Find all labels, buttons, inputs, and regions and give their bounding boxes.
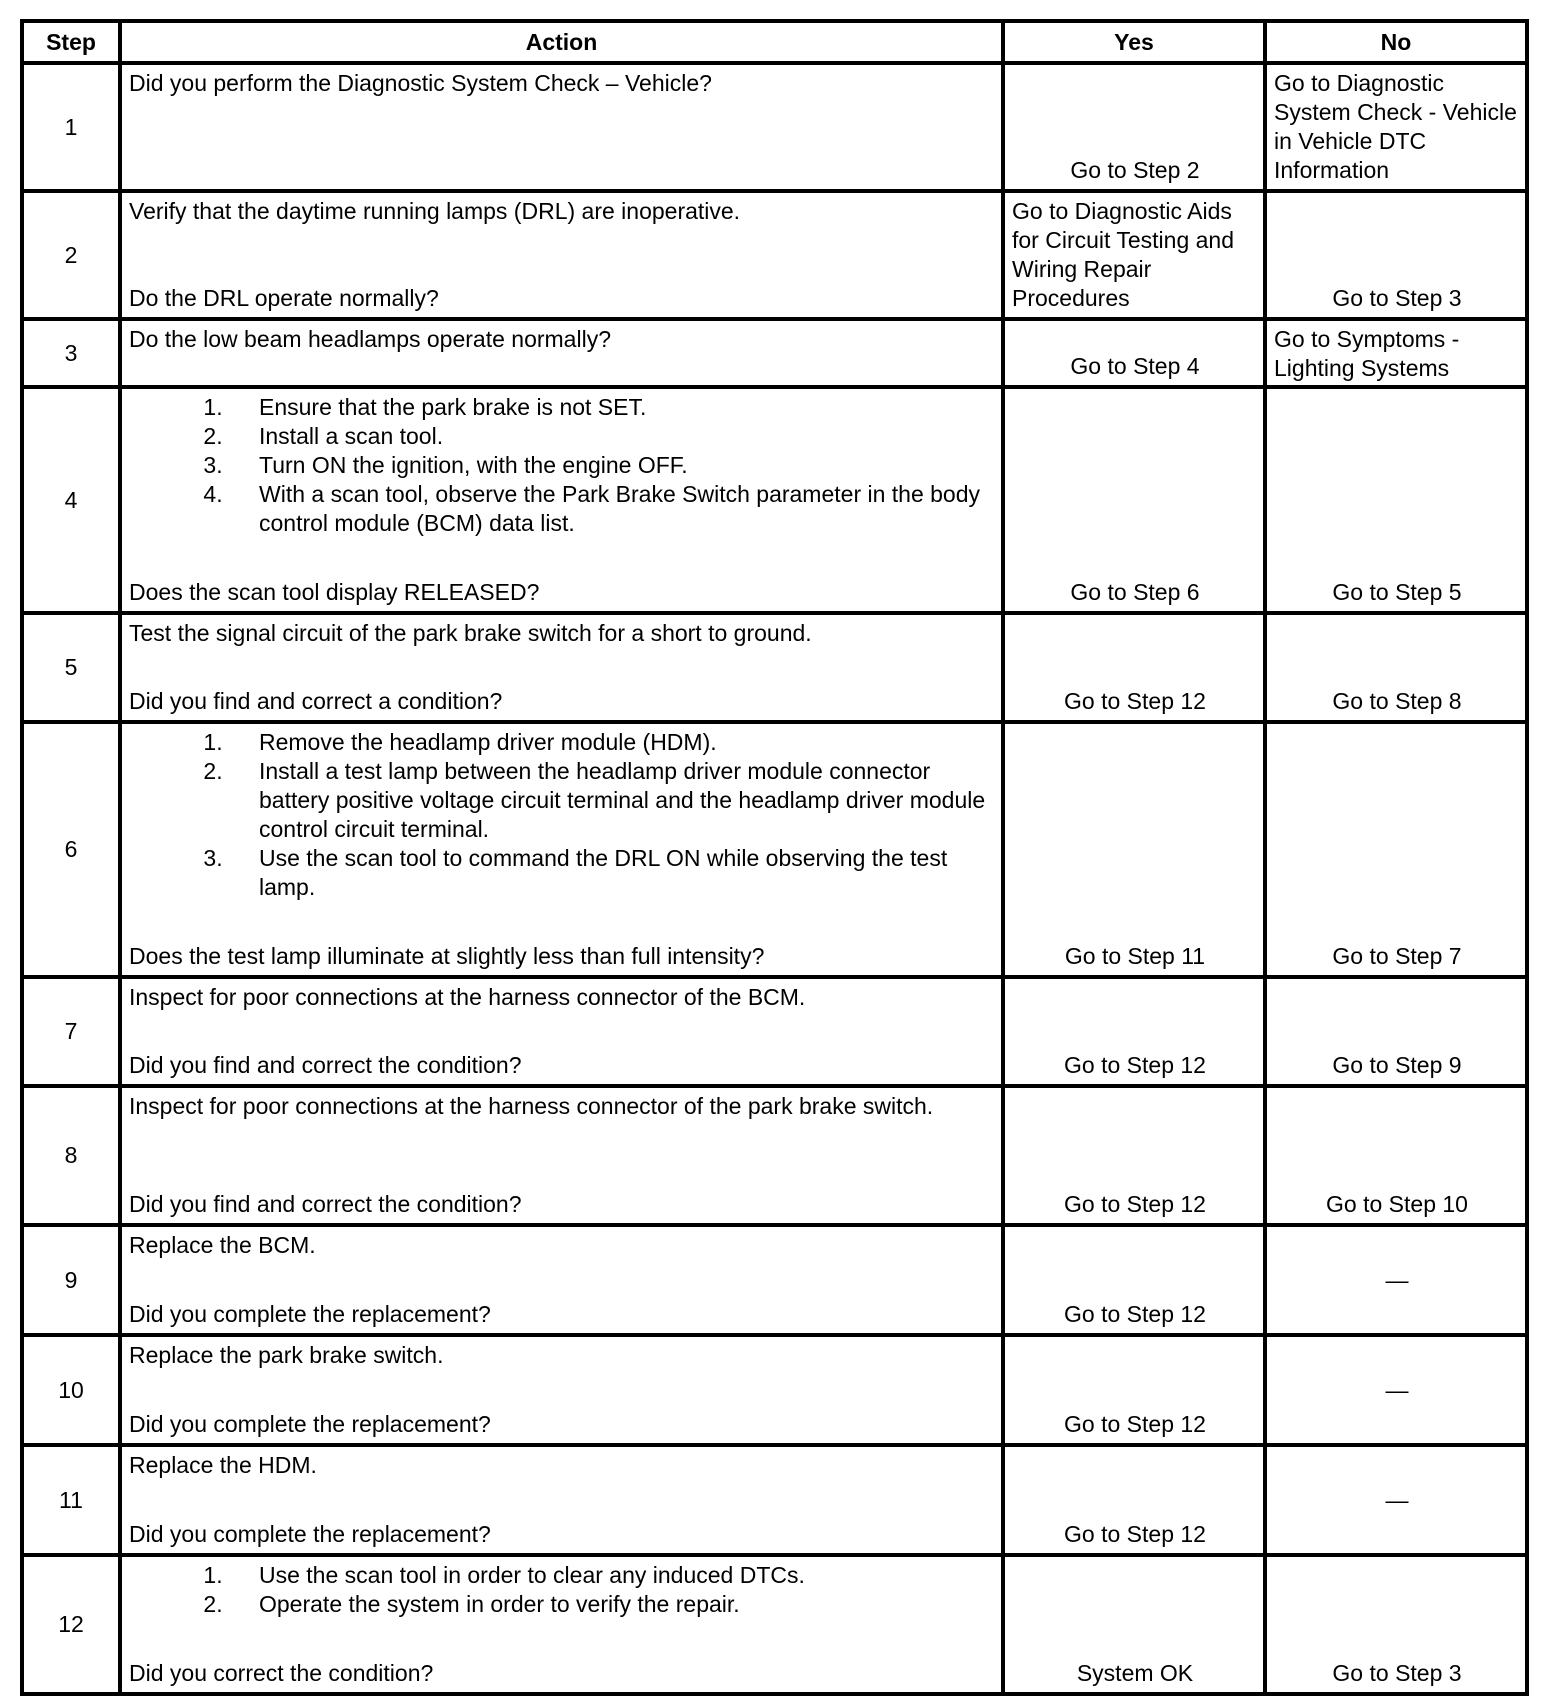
header-no: No — [1265, 21, 1527, 63]
table-row — [22, 319, 1527, 387]
yes-result-cell — [1003, 977, 1265, 1086]
table-row — [22, 63, 1527, 191]
action-question: Did you correct the condition? — [129, 1660, 434, 1686]
action-cell — [120, 1335, 1003, 1445]
action-question: Did you complete the replacement? — [129, 1521, 491, 1547]
yes-result-text: Go to Step 12 — [1064, 1191, 1206, 1217]
step-number: 10 — [22, 1335, 120, 1445]
yes-result-text: Go to Step 12 — [1064, 688, 1206, 714]
step-number: 5 — [22, 613, 120, 722]
action-question: Did you complete the replacement? — [129, 1301, 491, 1327]
action-text: Do the low beam headlamps operate normally? — [129, 326, 611, 352]
action-cell — [120, 1225, 1003, 1335]
action-step-item: 1. Use the scan tool in order to clear any induced DTCs. — [229, 1561, 996, 1590]
action-step-item: 3. Use the scan tool to command the DRL ON while observing the test lamp. — [229, 844, 996, 902]
yes-result-text: Go to Step 12 — [1064, 1052, 1206, 1078]
no-result-cell — [1265, 977, 1527, 1086]
action-cell — [120, 387, 1003, 613]
action-step-item: 2. Install a test lamp between the headlamp driver module connector battery positive voltage circuit terminal and the headlamp driver module control circuit terminal. — [229, 757, 996, 844]
yes-result-cell — [1003, 1335, 1265, 1445]
action-step-item: 4. With a scan tool, observe the Park Brake Switch parameter in the body control module (BCM) data list. — [229, 480, 996, 538]
no-result-text: Go to Step 3 — [1332, 1660, 1462, 1686]
step-number: 7 — [22, 977, 120, 1086]
yes-result-cell — [1003, 387, 1265, 613]
action-text: Replace the HDM. — [129, 1452, 317, 1478]
diagnostic-table — [20, 19, 1529, 1696]
step-number: 1 — [22, 63, 120, 191]
yes-result-cell — [1003, 1225, 1265, 1335]
action-cell — [120, 191, 1003, 319]
step-number: 2 — [22, 191, 120, 319]
action-step-item: 2. Operate the system in order to verify the repair. — [229, 1590, 996, 1619]
action-step-item: 2. Install a scan tool. — [229, 422, 996, 451]
action-text: Verify that the daytime running lamps (DRL) are inoperative. — [129, 198, 741, 224]
no-result-text: Go to Step 5 — [1332, 579, 1462, 605]
table-row — [22, 1555, 1527, 1694]
header-yes: Yes — [1003, 21, 1265, 63]
no-result-text: — — [1385, 1486, 1409, 1513]
action-question: Does the test lamp illuminate at slightly less than full intensity? — [129, 943, 765, 969]
action-cell — [120, 722, 1003, 977]
no-result-text: Go to Step 3 — [1332, 285, 1462, 311]
action-steps-list — [129, 393, 996, 538]
yes-result-text: Go to Step 12 — [1064, 1411, 1206, 1437]
no-result-cell — [1265, 1335, 1527, 1445]
yes-result-cell — [1003, 1555, 1265, 1694]
no-result-cell — [1265, 63, 1527, 191]
yes-result-text: Go to Diagnostic Aids for Circuit Testing and Wiring Repair Procedures — [1012, 198, 1235, 311]
action-step-item: 1. Ensure that the park brake is not SET. — [229, 393, 996, 422]
action-step-item: 3. Turn ON the ignition, with the engine OFF. — [229, 451, 996, 480]
no-result-cell — [1265, 191, 1527, 319]
action-text: Replace the BCM. — [129, 1232, 316, 1258]
no-result-cell — [1265, 1225, 1527, 1335]
table-row — [22, 722, 1527, 977]
action-cell — [120, 977, 1003, 1086]
no-result-cell — [1265, 1555, 1527, 1694]
yes-result-cell — [1003, 613, 1265, 722]
yes-result-cell — [1003, 319, 1265, 387]
action-steps-list — [129, 728, 996, 902]
no-result-text: Go to Step 8 — [1332, 688, 1462, 714]
yes-result-text: Go to Step 12 — [1064, 1301, 1206, 1327]
step-number: 3 — [22, 319, 120, 387]
step-number: 6 — [22, 722, 120, 977]
table-row — [22, 387, 1527, 613]
no-result-text: — — [1385, 1266, 1409, 1293]
no-result-cell — [1265, 613, 1527, 722]
no-result-text: Go to Symptoms - Lighting Systems — [1274, 326, 1460, 381]
table-header-row — [22, 21, 1527, 63]
action-question: Does the scan tool display RELEASED? — [129, 579, 540, 605]
yes-result-text: Go to Step 6 — [1070, 579, 1200, 605]
table-row — [22, 1445, 1527, 1555]
header-action: Action — [120, 21, 1003, 63]
yes-result-cell — [1003, 1445, 1265, 1555]
table-row — [22, 613, 1527, 722]
yes-result-cell — [1003, 191, 1265, 319]
step-number: 8 — [22, 1086, 120, 1225]
action-text: Inspect for poor connections at the harness connector of the BCM. — [129, 984, 806, 1010]
table-row — [22, 1335, 1527, 1445]
step-number: 9 — [22, 1225, 120, 1335]
table-row — [22, 1086, 1527, 1225]
yes-result-text: Go to Step 2 — [1070, 157, 1200, 183]
yes-result-text: Go to Step 11 — [1064, 943, 1206, 969]
header-step: Step — [22, 21, 120, 63]
table-row — [22, 191, 1527, 319]
action-question: Did you find and correct a condition? — [129, 688, 503, 714]
action-text: Inspect for poor connections at the harness connector of the park brake switch. — [129, 1093, 934, 1119]
no-result-text: Go to Diagnostic System Check - Vehicle in Vehicle DTC Information — [1274, 70, 1517, 183]
step-number: 12 — [22, 1555, 120, 1694]
no-result-text: Go to Step 10 — [1326, 1191, 1468, 1217]
yes-result-text: System OK — [1076, 1660, 1194, 1686]
no-result-cell — [1265, 1445, 1527, 1555]
action-text: Did you perform the Diagnostic System Check – Vehicle? — [129, 70, 712, 96]
action-cell — [120, 1445, 1003, 1555]
table-row — [22, 1225, 1527, 1335]
action-text: Test the signal circuit of the park brake switch for a short to ground. — [129, 620, 812, 646]
action-cell — [120, 1086, 1003, 1225]
no-result-cell — [1265, 1086, 1527, 1225]
action-cell — [120, 1555, 1003, 1694]
step-number: 4 — [22, 387, 120, 613]
action-question: Did you find and correct the condition? — [129, 1052, 522, 1078]
action-question: Did you complete the replacement? — [129, 1411, 491, 1437]
no-result-cell — [1265, 722, 1527, 977]
yes-result-cell — [1003, 1086, 1265, 1225]
no-result-text: Go to Step 9 — [1332, 1052, 1462, 1078]
no-result-cell — [1265, 319, 1527, 387]
yes-result-cell — [1003, 63, 1265, 191]
yes-result-text: Go to Step 4 — [1070, 353, 1200, 379]
action-cell — [120, 63, 1003, 191]
action-question: Did you find and correct the condition? — [129, 1191, 522, 1217]
action-cell — [120, 319, 1003, 387]
no-result-text: Go to Step 7 — [1332, 943, 1462, 969]
no-result-cell — [1265, 387, 1527, 613]
action-question: Do the DRL operate normally? — [129, 285, 439, 311]
action-step-item: 1. Remove the headlamp driver module (HDM). — [229, 728, 996, 757]
action-text: Replace the park brake switch. — [129, 1342, 444, 1368]
action-steps-list — [129, 1561, 996, 1619]
no-result-text: — — [1385, 1376, 1409, 1403]
action-cell — [120, 613, 1003, 722]
table-row — [22, 977, 1527, 1086]
yes-result-text: Go to Step 12 — [1064, 1521, 1206, 1547]
step-number: 11 — [22, 1445, 120, 1555]
yes-result-cell — [1003, 722, 1265, 977]
